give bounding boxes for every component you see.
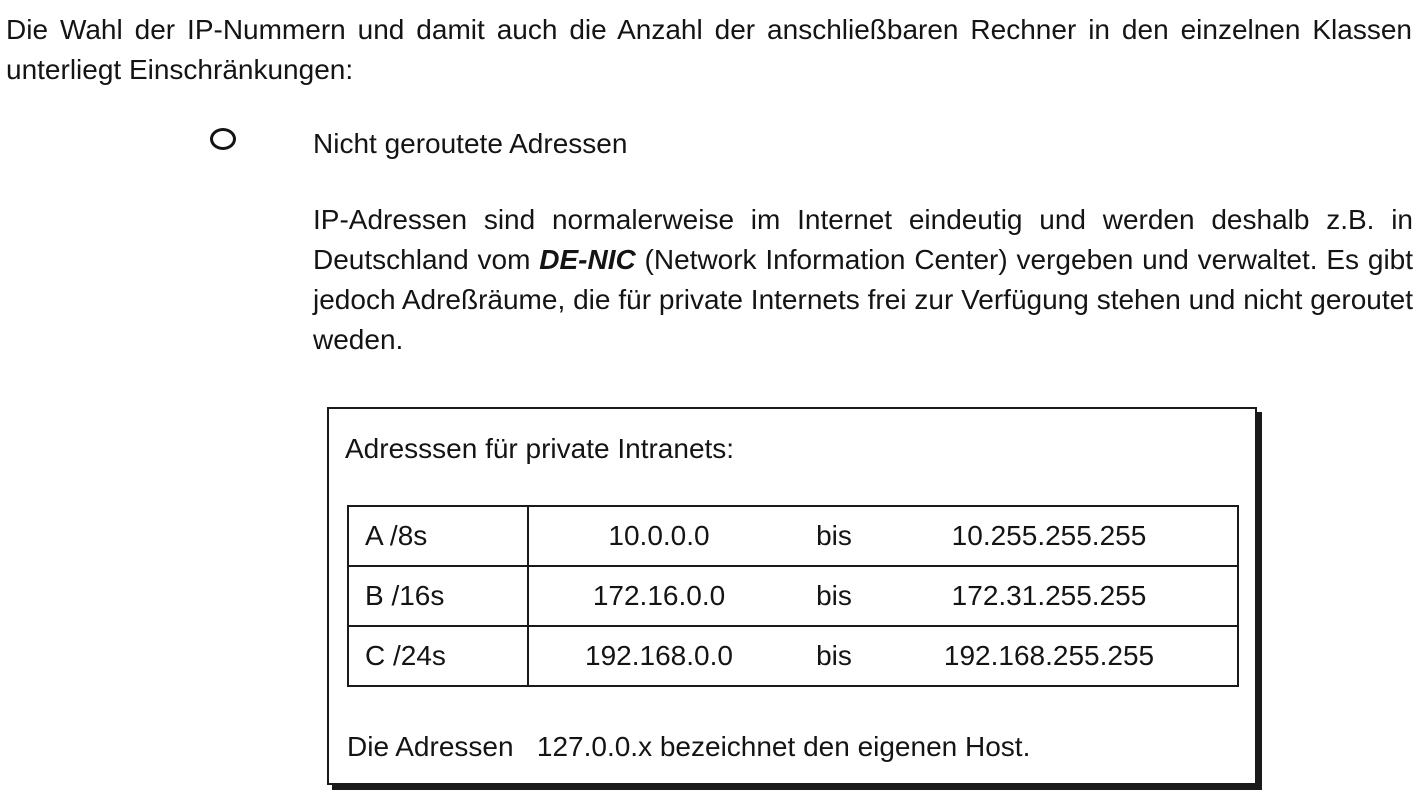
table-row	[348, 506, 1238, 566]
localhost-note: Die Adressen 127.0.0.x bezeichnet den eigenen Host.	[347, 731, 1031, 762]
range-start-cell: 10.0.0.0	[528, 506, 789, 566]
address-table	[347, 505, 1239, 687]
range-end-cell: 172.31.255.255	[879, 566, 1238, 626]
range-separator-cell: bis	[789, 506, 879, 566]
table-row	[348, 566, 1238, 626]
range-start-cell: 192.168.0.0	[528, 626, 789, 686]
body-text-before: IP-Adressen sind normalerweise im Internet eindeutig und werden deshalb z.B. in Deutschland vom	[313, 204, 1413, 275]
table-row	[348, 626, 1238, 686]
class-cell: C /24s	[348, 626, 528, 686]
body-text-after: (Network Information Center) vergeben und verwaltet. Es gibt jedoch Adreßräume, die für private Internets frei zur Verfügung stehen und nicht geroutet weden.	[313, 244, 1414, 355]
class-cell: B /16s	[348, 566, 528, 626]
range-end-cell: 192.168.255.255	[879, 626, 1238, 686]
range-separator-cell: bis	[789, 566, 879, 626]
circle-bullet-icon	[210, 128, 236, 150]
private-address-box	[327, 407, 1257, 785]
denic-emphasis: DE-NIC	[539, 244, 636, 275]
range-start-cell: 172.16.0.0	[528, 566, 789, 626]
body-paragraph	[313, 200, 1413, 360]
class-cell: A /8s	[348, 506, 528, 566]
intro-paragraph: Die Wahl der IP-Nummern und damit auch die Anzahl der anschließbaren Rechner in den einzelnen Klassen unterliegt Einschränkungen:	[6, 14, 1412, 85]
range-end-cell: 10.255.255.255	[879, 506, 1238, 566]
section-heading: Nicht geroutete Adressen	[313, 128, 628, 159]
range-separator-cell: bis	[789, 626, 879, 686]
box-heading: Adresssen für private Intranets:	[345, 433, 735, 464]
